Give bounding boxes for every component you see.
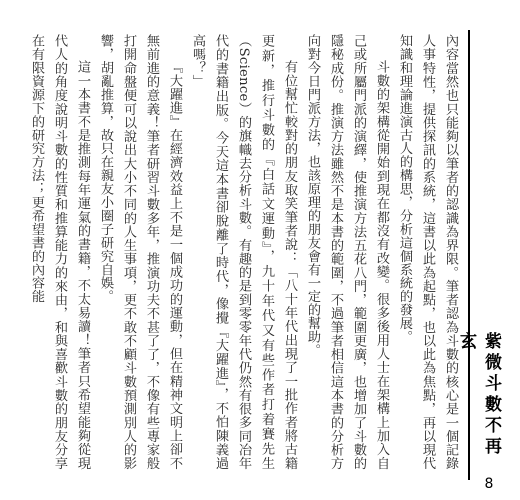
body-text <box>10 34 462 470</box>
page-number: 8 <box>484 476 494 492</box>
margin-rule <box>468 30 470 480</box>
running-title: 紫微斗數不再玄 <box>456 332 501 458</box>
paragraph-2: 斗數的架構從開始到現在都沒有改變。很多後用人士在架構上加入自己或所屬門派的演繹，使推演方法五花八門，範圍更廣，也增加了斗數的隱秘成份。推演方法雖然不是本書的範圍，不過筆者相信這本書的分析方向對今日門派方法，也該原理的朋友會有一定的幫助。 <box>305 34 389 470</box>
paragraph-5: 這一本書不是推測每年運氣的書籍，不太易讀！筆者只希望能夠從現代人的角度說明斗數的性質和推算能力的來由，和與喜歡斗數的朋友分享在有限資源下的研究方法；更希望書的內容能 <box>29 34 90 470</box>
paragraph-3: 有位幫忙較對的朋友取笑筆者說：「八十年代出現了一批作者將古籍更新，推行斗數的『白話文運動』，九十年代又有些作者打着賽先生（Science）的旗幟去分析斗數。有趣的是到零零年代仍然有很多同冶年代的書籍出版。今天這本書卻脫離了時代，像攪『大躍進』，不怕陳義過高嗎？」 <box>190 34 297 470</box>
paragraph-4: 『大躍進』在經濟效益上不是一個成功的運動，但在精神文明上卻不無前進的意義！筆者研習斗數多年，推演功夫不甚了了，不像有些專家般打開命盤便可以說出大小不同的人生事項，更不敢不顧斗數預測別人的影響，胡亂推算，故只在親友小圈子研究自娛。 <box>98 34 182 470</box>
paragraph-1: 內容當然也只能夠以筆者的認識為界限。筆者認為斗數的核心是一個記錄人事特性，提供探訊的系統，這書以此為起點，也以此為焦點，再以現代知識和理論進演古人的構思，分析這個系統的發展。 <box>397 34 458 470</box>
